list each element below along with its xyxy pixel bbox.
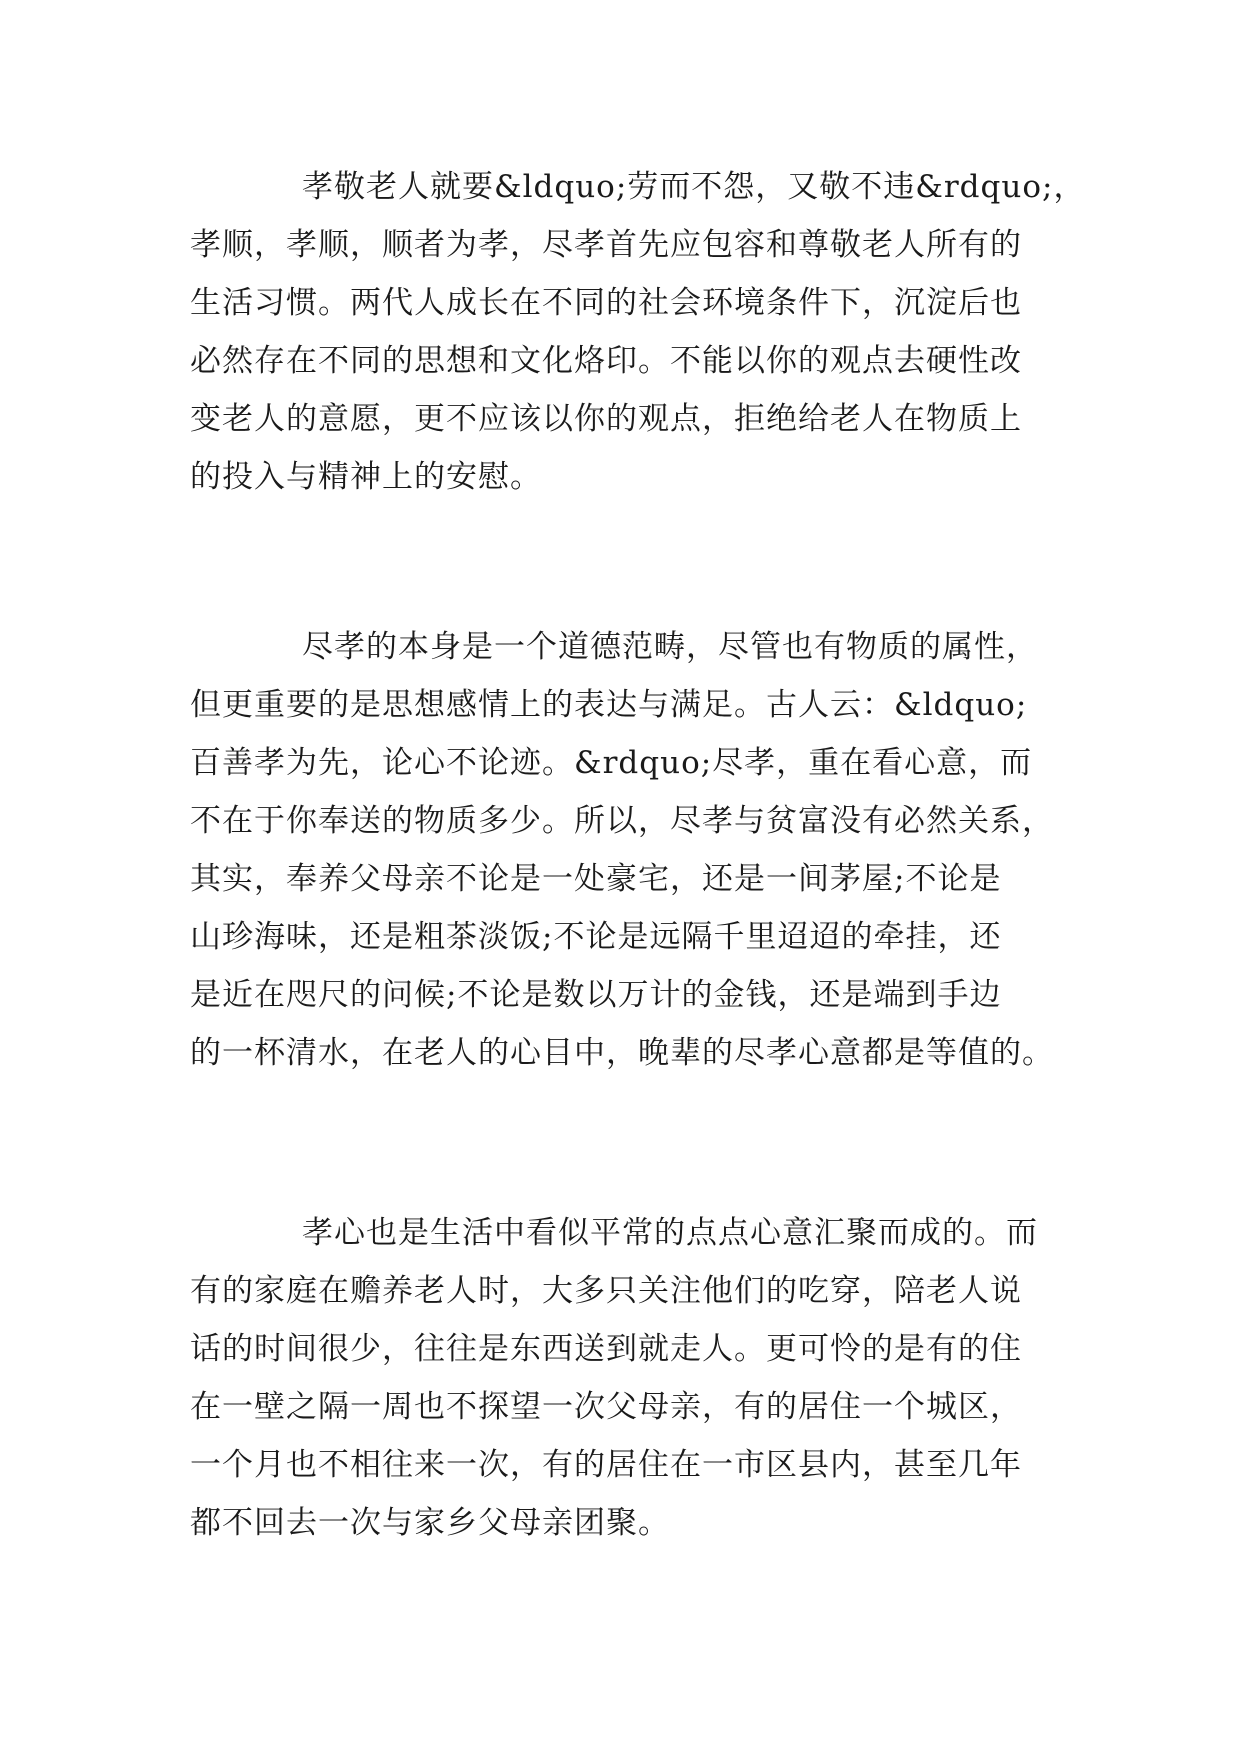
text-line: 变老人的意愿，更不应该以你的观点，拒绝给老人在物质上 [190, 401, 1022, 437]
text-line: 孝心也是生活中看似平常的点点心意汇聚而成的。而 [302, 1215, 1038, 1251]
text-line: 的投入与精神上的安慰。 [190, 459, 542, 495]
text-line: 山珍海味，还是粗茶淡饭;不论是远隔千里迢迢的牵挂，还 [190, 919, 1002, 955]
paragraph-1 [190, 158, 1086, 506]
text-line: 的一杯清水，在老人的心目中，晚辈的尽孝心意都是等值的。 [190, 1035, 1054, 1071]
text-line: 孝顺，孝顺，顺者为孝，尽孝首先应包容和尊敬老人所有的 [190, 227, 1022, 263]
paragraph-2 [190, 618, 1070, 1082]
text-line: 话的时间很少，往往是东西送到就走人。更可怜的是有的住 [190, 1331, 1022, 1367]
text-line: 其实，奉养父母亲不论是一处豪宅，还是一间茅屋;不论是 [190, 861, 1002, 897]
text-line: 百善孝为先，论心不论迹。&rdquo;尽孝，重在看心意，而 [190, 745, 1033, 781]
text-line: 孝敬老人就要&ldquo;劳而不怨，又敬不违&rdquo;， [302, 169, 1086, 205]
text-line: 生活习惯。两代人成长在不同的社会环境条件下，沉淀后也 [190, 285, 1022, 321]
text-line: 有的家庭在赡养老人时，大多只关注他们的吃穿，陪老人说 [190, 1273, 1022, 1309]
text-line: 不在于你奉送的物质多少。所以，尽孝与贫富没有必然关系， [190, 803, 1054, 839]
text-line: 都不回去一次与家乡父母亲团聚。 [190, 1505, 670, 1541]
text-line: 在一壁之隔一周也不探望一次父母亲，有的居住一个城区， [190, 1389, 1022, 1425]
text-line: 是近在咫尺的问候;不论是数以万计的金钱，还是端到手边 [190, 977, 1002, 1013]
text-line: 一个月也不相往来一次，有的居住在一市区县内，甚至几年 [190, 1447, 1022, 1483]
text-line: 尽孝的本身是一个道德范畴，尽管也有物质的属性， [302, 629, 1038, 665]
text-line: 但更重要的是思想感情上的表达与满足。古人云：&ldquo; [190, 687, 1028, 723]
paragraph-3 [190, 1204, 1070, 1552]
text-line: 必然存在不同的思想和文化烙印。不能以你的观点去硬性改 [190, 343, 1022, 379]
